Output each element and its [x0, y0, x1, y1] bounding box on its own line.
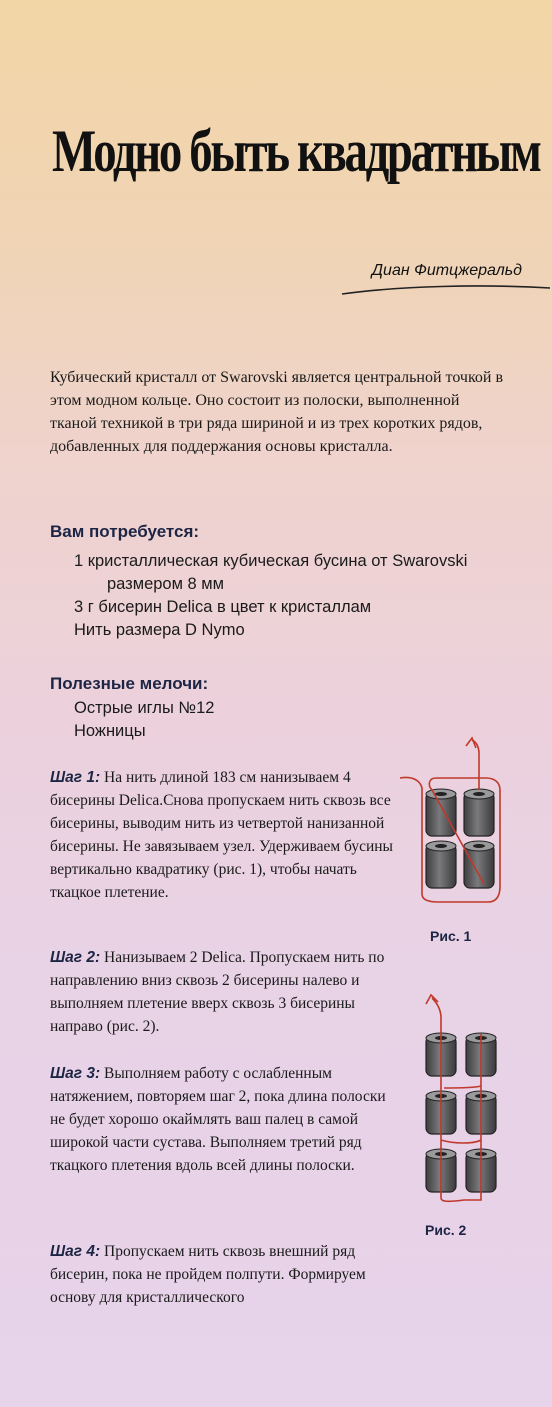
step-text: Нанизываем 2 Delica. Пропускаем нить по направлению вниз сквозь 2 бисерины налево и выполняем плетение вверх сквозь 3 бисерины направо (рис. 2). [50, 949, 385, 1035]
tools-heading: Полезные мелочи: [50, 674, 209, 693]
step-label: Шаг 1: [50, 769, 101, 786]
page-title: Модно быть квадратным [52, 118, 540, 184]
figure-2-caption: Рис. 2 [425, 1222, 467, 1238]
step-text: Выполняем работу с ослабленным натяжением, повторяем шаг 2, пока длина полоски не будет хорошо окаймлять ваш палец в самой широкой части сустава. Выполняем третий ряд ткацкого плетения вдоль всей длины полоски. [50, 1065, 386, 1174]
bead-icon [426, 789, 456, 836]
step-text: На нить длиной 183 см нанизываем 4 бисерины Delica.Снова пропускаем нить сквозь все бисерины, выводим нить из четвертой нанизанной бисерины. Не завязываем узел. Удерживаем бусины вертикально квадратику (рис. 1), чтобы начать ткацкое плетение. [50, 769, 393, 901]
step-1 [50, 766, 395, 904]
step-label: Шаг 4: [50, 1243, 101, 1260]
materials-heading: Вам потребуется: [50, 522, 200, 541]
author-underline [340, 282, 552, 298]
list-item: 1 кристаллическая кубическая бусина от Swarovski [74, 552, 468, 570]
bead-icon [426, 841, 456, 888]
step-label: Шаг 2: [50, 949, 101, 966]
arrow-icon [466, 738, 476, 748]
list-item: размером 8 мм [107, 575, 224, 593]
list-item: Нить размера D Nymo [74, 621, 245, 639]
intro-paragraph: Кубический кристалл от Swarovski является центральной точкой в этом модном кольце. Оно состоит из полоски, выполненной тканой техникой в три ряда шириной и из трех коротких рядов, добавленных для поддержания основы кристалла. [50, 369, 504, 455]
step-3 [50, 1062, 395, 1177]
bead-icon [464, 841, 494, 888]
list-item: 3 г бисерин Delica в цвет к кристаллам [74, 598, 372, 616]
list-item: Острые иглы №12 [74, 699, 215, 717]
author-name: Диан Фитцжеральд [371, 262, 522, 279]
figure-1-caption: Рис. 1 [430, 928, 472, 944]
step-4 [50, 1240, 395, 1309]
step-text: Пропускаем нить сквозь внешний ряд бисерин, пока не пройдем полпути. Формируем основу для кристаллического [50, 1243, 366, 1306]
figure-1-diagram [398, 734, 518, 924]
step-2 [50, 946, 395, 1038]
step-label: Шаг 3: [50, 1065, 101, 1082]
list-item: Ножницы [74, 722, 146, 740]
tools-list [74, 697, 214, 743]
bead-icon [464, 789, 494, 836]
figure-2-diagram [404, 988, 524, 1208]
materials-list [74, 550, 467, 642]
